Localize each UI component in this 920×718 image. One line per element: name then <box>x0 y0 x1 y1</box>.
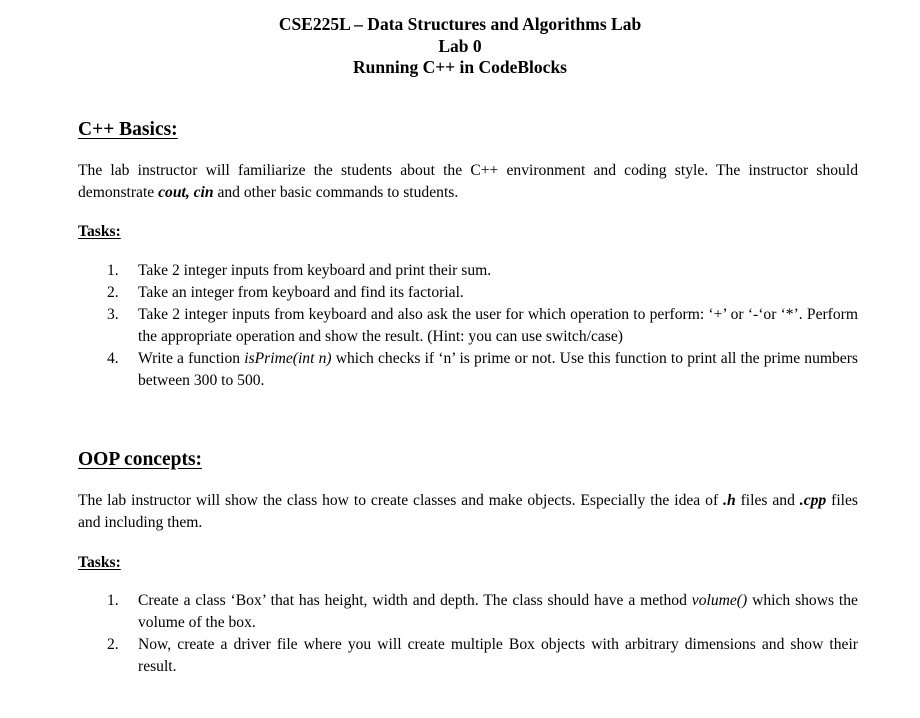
task-text: Now, create a driver file where you will create multiple Box objects with arbitrary dimensions and show their result. <box>138 636 858 675</box>
task-text: Take 2 integer inputs from keyboard and print their sum. <box>138 262 492 279</box>
section-heading-cpp-basics: C++ Basics: <box>78 119 178 140</box>
intro-text: files and including them. <box>78 492 858 531</box>
task-number: 4. <box>107 350 119 367</box>
intro-text: The lab instructor will show the class how to create classes and make objects. Especially the idea of <box>78 492 724 509</box>
task-code-emphasis: volume() <box>691 592 748 609</box>
task-item <box>78 260 858 282</box>
section-heading-oop-concepts: OOP concepts: <box>78 449 203 470</box>
task-text: Write a function <box>138 350 245 367</box>
document-header <box>0 14 920 79</box>
task-item <box>78 304 858 348</box>
task-number: 1. <box>107 262 119 279</box>
task-list-cpp-basics <box>78 260 858 392</box>
lab-subtitle: Running C++ in CodeBlocks <box>353 57 567 77</box>
tasks-heading: Tasks: <box>78 223 121 240</box>
task-text: Take 2 integer inputs from keyboard and also ask the user for which operation to perform: ‘+’ or ‘-‘or ‘*’. Perform the appropriate operation and show the result. (Hint: you can use switch/case) <box>138 306 858 345</box>
task-list-oop-concepts <box>78 590 858 678</box>
task-text: which checks if ‘n’ is prime or not. Use this function to print all the prime numbers between 300 to 500. <box>138 350 858 389</box>
intro-emphasis: .h <box>723 492 736 509</box>
tasks-heading: Tasks: <box>78 554 121 571</box>
intro-text: and other basic commands to students. <box>213 184 459 201</box>
intro-text: The lab instructor will familiarize the students about the C++ environment and coding style. The instructor should demonstrate <box>78 162 858 201</box>
task-code-emphasis: isPrime(int n) <box>244 350 332 367</box>
task-number: 2. <box>107 636 119 653</box>
task-number: 2. <box>107 284 119 301</box>
intro-text: files and <box>735 492 800 509</box>
task-item <box>78 590 858 634</box>
task-number: 3. <box>107 306 119 323</box>
intro-emphasis: .cpp <box>799 492 827 509</box>
task-number: 1. <box>107 592 119 609</box>
course-title: CSE225L – Data Structures and Algorithms Lab <box>278 14 642 34</box>
task-text: Create a class ‘Box’ that has height, width and depth. The class should have a method <box>138 592 692 609</box>
task-item <box>78 348 858 392</box>
task-item <box>78 282 858 304</box>
task-item <box>78 634 858 678</box>
section-intro-cpp-basics <box>78 160 858 204</box>
task-text: which shows the volume of the box. <box>138 592 858 631</box>
section-intro-oop-concepts <box>78 490 858 534</box>
lab-number: Lab 0 <box>438 35 482 56</box>
task-text: Take an integer from keyboard and find its factorial. <box>138 284 464 301</box>
intro-emphasis: cout, cin <box>158 184 214 201</box>
